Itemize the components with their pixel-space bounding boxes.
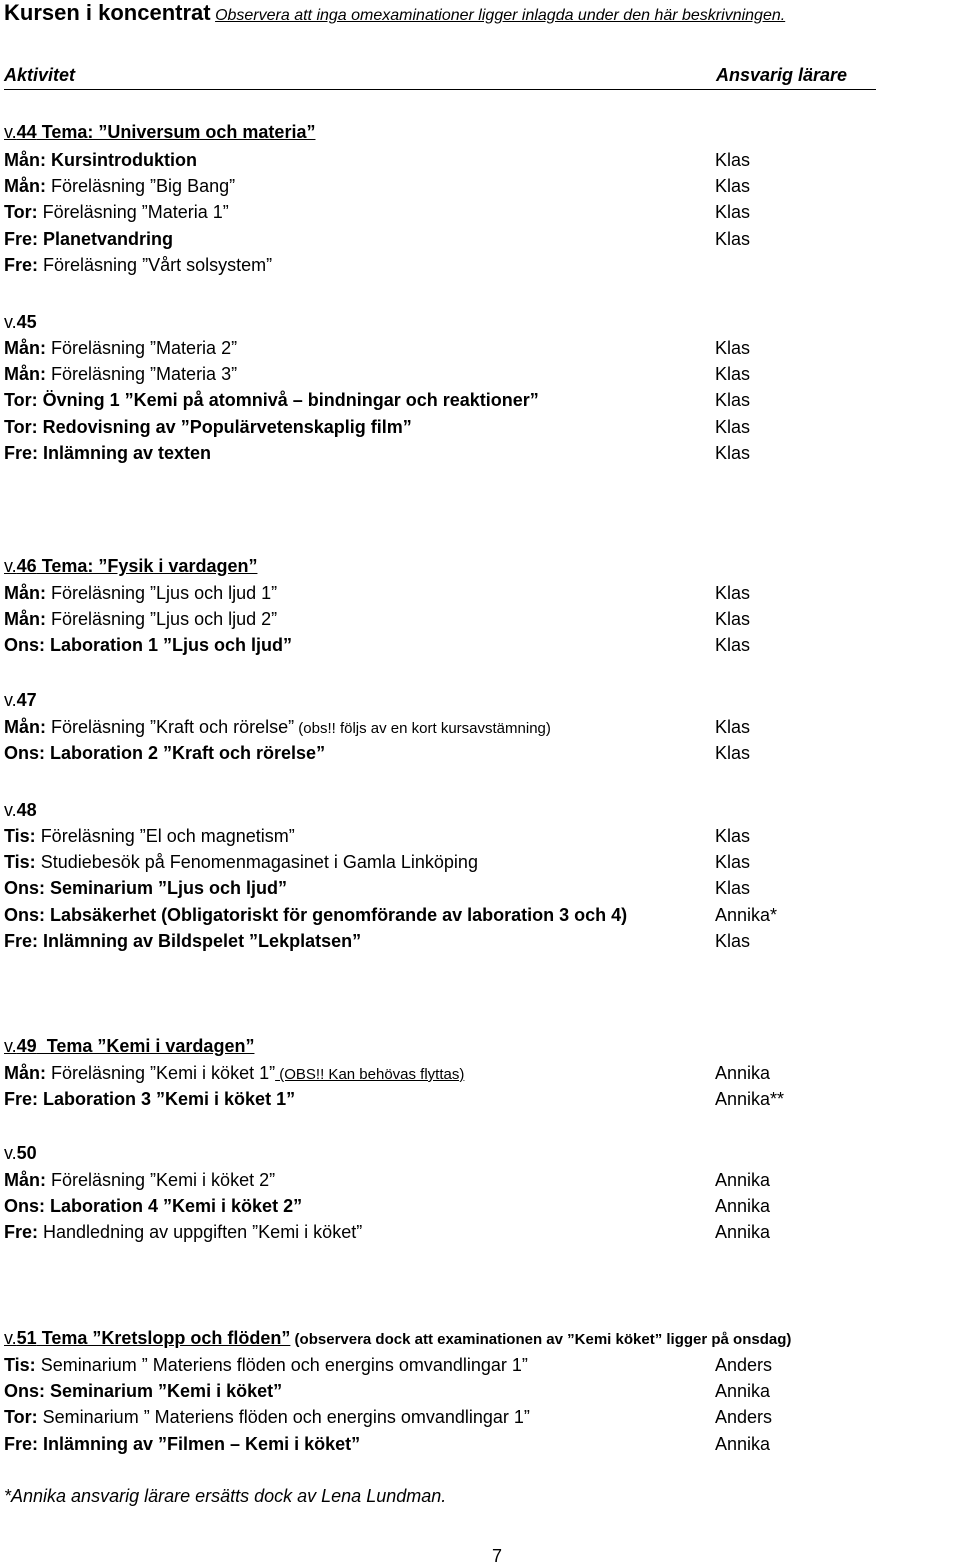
teacher-cell: Annika bbox=[715, 1063, 771, 1083]
teacher-cell: Annika bbox=[715, 1222, 771, 1243]
day-label: Tis: bbox=[4, 1355, 36, 1375]
activity-bold: Seminarium ”Kemi i köket” bbox=[45, 1381, 283, 1402]
week-heading bbox=[4, 1036, 254, 1057]
teacher-cell: Klas bbox=[715, 852, 751, 873]
activity-bold: Laboration 2 ”Kraft och rörelse” bbox=[45, 743, 326, 764]
day-label: Ons: bbox=[4, 878, 46, 899]
schedule-row bbox=[4, 905, 954, 929]
teacher-cell: Annika* bbox=[715, 904, 778, 925]
week-heading-underlined bbox=[4, 122, 315, 142]
activity-cell bbox=[4, 1089, 295, 1110]
activity-bold: Laboration 3 ”Kemi i köket 1” bbox=[38, 1089, 296, 1110]
day-label: Mån: bbox=[4, 1170, 46, 1190]
activity-cell bbox=[4, 1063, 464, 1084]
week-theme-note: (observera dock att examinationen av ”Kemi köket” ligger på onsdag) bbox=[290, 1331, 792, 1348]
activity-bold: Laboration 4 ”Kemi i köket 2” bbox=[45, 1196, 303, 1217]
teacher-cell: Klas bbox=[715, 416, 751, 437]
teacher-cell: Klas bbox=[715, 390, 751, 411]
schedule-row bbox=[4, 229, 954, 253]
teacher-cell: Klas bbox=[715, 930, 751, 951]
activity-cell bbox=[4, 1355, 528, 1376]
schedule-row bbox=[4, 1434, 954, 1458]
activity-text: Studiebesök på Fenomenmagasinet i Gamla Linköping bbox=[35, 852, 478, 873]
activity-cell bbox=[4, 743, 325, 764]
schedule-row bbox=[4, 635, 954, 659]
activity-cell bbox=[4, 826, 295, 847]
teacher-cell: Klas bbox=[715, 202, 751, 223]
week-number: 46 bbox=[16, 556, 37, 576]
week-number: 47 bbox=[16, 690, 37, 710]
day-label: Mån: bbox=[4, 1063, 46, 1083]
week-heading bbox=[4, 1328, 791, 1349]
activity-text: Föreläsning ”El och magnetism” bbox=[35, 826, 295, 846]
activity-cell bbox=[4, 1196, 302, 1217]
schedule-row bbox=[4, 931, 954, 955]
schedule-row bbox=[4, 1355, 954, 1379]
day-label: Tis: bbox=[4, 852, 36, 873]
column-header-row bbox=[4, 65, 876, 90]
schedule-row bbox=[4, 609, 954, 633]
activity-cell bbox=[4, 390, 539, 411]
week-prefix: v. bbox=[4, 312, 17, 332]
day-label: Fre: bbox=[4, 442, 39, 463]
teacher-cell: Klas bbox=[715, 743, 751, 764]
week-theme: Tema ”Kemi i vardagen” bbox=[36, 1036, 255, 1056]
day-label: Tor: bbox=[4, 1407, 38, 1428]
day-label: Ons: bbox=[4, 1196, 46, 1217]
day-label: Ons: bbox=[4, 743, 46, 764]
day-label: Tor: bbox=[4, 202, 38, 223]
week-number: 49 bbox=[16, 1036, 37, 1056]
week-heading bbox=[4, 556, 257, 577]
activity-note: (OBS!! Kan behövas flyttas) bbox=[275, 1066, 465, 1083]
week-heading-underlined bbox=[4, 800, 37, 820]
week-heading bbox=[4, 1143, 37, 1164]
activity-text: Föreläsning ”Kraft och rörelse” bbox=[46, 717, 295, 737]
schedule-row bbox=[4, 852, 954, 876]
day-label: Fre: bbox=[4, 1089, 39, 1110]
schedule-row bbox=[4, 1222, 954, 1246]
activity-cell bbox=[4, 364, 237, 385]
column-header-teacher: Ansvarig lärare bbox=[716, 65, 848, 85]
activity-text: Föreläsning ”Big Bang” bbox=[46, 176, 236, 197]
activity-bold: Inlämning av Bildspelet ”Lekplatsen” bbox=[38, 930, 362, 951]
week-number: 48 bbox=[16, 800, 37, 820]
activity-text: Handledning av uppgiften ”Kemi i köket” bbox=[38, 1222, 363, 1243]
activity-text: Föreläsning ”Kemi i köket 1” bbox=[46, 1063, 276, 1083]
week-number: 50 bbox=[16, 1143, 37, 1163]
week-prefix: v. bbox=[4, 1143, 17, 1163]
week-theme: Tema: ”Universum och materia” bbox=[36, 122, 316, 142]
day-label: Ons: bbox=[4, 904, 46, 925]
week-theme: Tema: ”Fysik i vardagen” bbox=[36, 556, 258, 576]
activity-bold: Övning 1 ”Kemi på atomnivå – bindningar och reaktioner” bbox=[37, 390, 539, 411]
activity-cell bbox=[4, 229, 173, 250]
week-prefix: v. bbox=[4, 1036, 17, 1056]
day-label: Fre: bbox=[4, 254, 39, 275]
week-heading-underlined bbox=[4, 312, 37, 332]
activity-bold: Planetvandring bbox=[38, 228, 174, 249]
activity-text: Seminarium ” Materiens flöden och energins omvandlingar 1” bbox=[35, 1355, 528, 1375]
teacher-cell: Klas bbox=[715, 442, 751, 463]
activity-cell bbox=[4, 150, 197, 171]
activity-bold: Inlämning av ”Filmen – Kemi i köket” bbox=[38, 1433, 361, 1454]
teacher-cell: Klas bbox=[715, 338, 751, 358]
schedule-row bbox=[4, 878, 954, 902]
activity-bold: Inlämning av texten bbox=[38, 442, 212, 463]
activity-bold: Labsäkerhet (Obligatoriskt för genomförande av laboration 3 och 4) bbox=[45, 904, 628, 925]
activity-bold: Seminarium ”Ljus och ljud” bbox=[45, 878, 288, 899]
activity-bold: Laboration 1 ”Ljus och ljud” bbox=[45, 635, 293, 656]
day-label: Fre: bbox=[4, 228, 39, 249]
activity-cell bbox=[4, 338, 237, 359]
teacher-cell: Klas bbox=[715, 583, 751, 603]
week-number: 44 bbox=[16, 122, 37, 142]
day-label: Mån: bbox=[4, 583, 46, 603]
schedule-row bbox=[4, 338, 954, 362]
week-heading-underlined bbox=[4, 1328, 290, 1348]
activity-cell bbox=[4, 1434, 360, 1455]
activity-cell bbox=[4, 1222, 362, 1243]
activity-cell bbox=[4, 878, 287, 899]
week-number: 45 bbox=[16, 312, 37, 332]
activity-cell bbox=[4, 417, 412, 438]
teacher-cell: Klas bbox=[715, 609, 751, 630]
day-label: Tor: bbox=[4, 416, 38, 437]
activity-cell bbox=[4, 852, 478, 873]
week-prefix: v. bbox=[4, 122, 17, 142]
week-theme: Tema ”Kretslopp och flöden” bbox=[36, 1328, 291, 1348]
week-heading bbox=[4, 312, 37, 333]
schedule-row bbox=[4, 390, 954, 414]
schedule-row bbox=[4, 1407, 954, 1431]
teacher-cell: Klas bbox=[715, 228, 751, 249]
teacher-cell: Klas bbox=[715, 176, 751, 197]
day-label: Mån: bbox=[4, 150, 46, 170]
activity-cell bbox=[4, 1170, 275, 1191]
day-label: Mån: bbox=[4, 338, 46, 358]
week-heading-underlined bbox=[4, 556, 257, 576]
column-header-activity: Aktivitet bbox=[4, 65, 76, 85]
activity-cell bbox=[4, 717, 551, 738]
day-label: Mån: bbox=[4, 364, 46, 385]
week-prefix: v. bbox=[4, 1328, 17, 1348]
activity-cell bbox=[4, 931, 361, 952]
activity-text: Seminarium ” Materiens flöden och energins omvandlingar 1” bbox=[37, 1407, 530, 1428]
activity-cell bbox=[4, 202, 229, 223]
activity-text: Föreläsning ”Materia 3” bbox=[46, 364, 238, 385]
header-note: Observera att inga omexaminationer ligger inlagda under den här beskrivningen. bbox=[215, 7, 786, 24]
footnote: *Annika ansvarig lärare ersätts dock av Lena Lundman. bbox=[4, 1486, 447, 1506]
page-title: Kursen i koncentrat bbox=[4, 0, 211, 25]
teacher-cell: Annika bbox=[715, 1170, 771, 1190]
activity-cell bbox=[4, 635, 292, 656]
schedule-row bbox=[4, 717, 954, 741]
teacher-cell: Anders bbox=[715, 1407, 773, 1428]
week-number: 51 bbox=[16, 1328, 37, 1348]
week-prefix: v. bbox=[4, 690, 17, 710]
teacher-cell: Annika bbox=[715, 1433, 771, 1454]
activity-cell bbox=[4, 443, 211, 464]
day-label: Ons: bbox=[4, 1381, 46, 1402]
activity-text: Föreläsning ”Materia 2” bbox=[46, 338, 238, 358]
week-prefix: v. bbox=[4, 556, 17, 576]
activity-cell bbox=[4, 905, 627, 926]
activity-text: Föreläsning ”Kemi i köket 2” bbox=[46, 1170, 276, 1190]
activity-text: Föreläsning ”Ljus och ljud 1” bbox=[46, 583, 278, 603]
schedule-row bbox=[4, 1196, 954, 1220]
schedule-row bbox=[4, 417, 954, 441]
activity-bold: Kursintroduktion bbox=[46, 150, 197, 170]
week-heading bbox=[4, 800, 37, 821]
activity-note: (obs!! följs av en kort kursavstämning) bbox=[294, 720, 551, 737]
day-label: Fre: bbox=[4, 930, 39, 951]
day-label: Fre: bbox=[4, 1433, 39, 1454]
teacher-cell: Klas bbox=[715, 635, 751, 656]
schedule-row bbox=[4, 743, 954, 767]
schedule-row bbox=[4, 1381, 954, 1405]
page-header bbox=[4, 0, 785, 26]
activity-cell bbox=[4, 1407, 530, 1428]
schedule-row bbox=[4, 176, 954, 200]
activity-text: Föreläsning ”Vårt solsystem” bbox=[38, 254, 273, 275]
schedule-row bbox=[4, 202, 954, 226]
day-label: Mån: bbox=[4, 717, 46, 737]
day-label: Ons: bbox=[4, 635, 46, 656]
week-heading-underlined bbox=[4, 1036, 254, 1056]
schedule-row bbox=[4, 1170, 954, 1194]
activity-cell bbox=[4, 609, 277, 630]
schedule-row bbox=[4, 150, 954, 174]
schedule-row bbox=[4, 443, 954, 467]
day-label: Tis: bbox=[4, 826, 36, 846]
day-label: Fre: bbox=[4, 1222, 39, 1243]
teacher-cell: Klas bbox=[715, 826, 751, 846]
week-heading bbox=[4, 690, 37, 711]
teacher-cell: Klas bbox=[715, 364, 751, 385]
week-heading bbox=[4, 122, 315, 143]
week-prefix: v. bbox=[4, 800, 17, 820]
schedule-row bbox=[4, 826, 954, 850]
week-heading-underlined bbox=[4, 690, 37, 710]
teacher-cell: Anders bbox=[715, 1355, 773, 1375]
schedule-row bbox=[4, 1089, 954, 1113]
activity-cell bbox=[4, 176, 235, 197]
schedule-row bbox=[4, 255, 954, 279]
teacher-cell: Annika** bbox=[715, 1089, 785, 1110]
teacher-cell: Annika bbox=[715, 1381, 771, 1402]
activity-cell bbox=[4, 1381, 282, 1402]
schedule-row bbox=[4, 364, 954, 388]
schedule-row bbox=[4, 583, 954, 607]
page-number: 7 bbox=[492, 1546, 503, 1566]
day-label: Tor: bbox=[4, 390, 38, 411]
activity-bold: Redovisning av ”Populärvetenskaplig film” bbox=[37, 416, 412, 437]
week-heading-underlined bbox=[4, 1143, 37, 1163]
activity-text: Föreläsning ”Ljus och ljud 2” bbox=[46, 609, 278, 630]
activity-cell bbox=[4, 583, 277, 604]
day-label: Mån: bbox=[4, 609, 46, 630]
teacher-cell: Annika bbox=[715, 1196, 771, 1217]
teacher-cell: Klas bbox=[715, 878, 751, 899]
teacher-cell: Klas bbox=[715, 717, 751, 737]
activity-cell bbox=[4, 255, 272, 276]
day-label: Mån: bbox=[4, 176, 46, 197]
schedule-row bbox=[4, 1063, 954, 1087]
activity-text: Föreläsning ”Materia 1” bbox=[37, 202, 229, 223]
teacher-cell: Klas bbox=[715, 150, 751, 170]
